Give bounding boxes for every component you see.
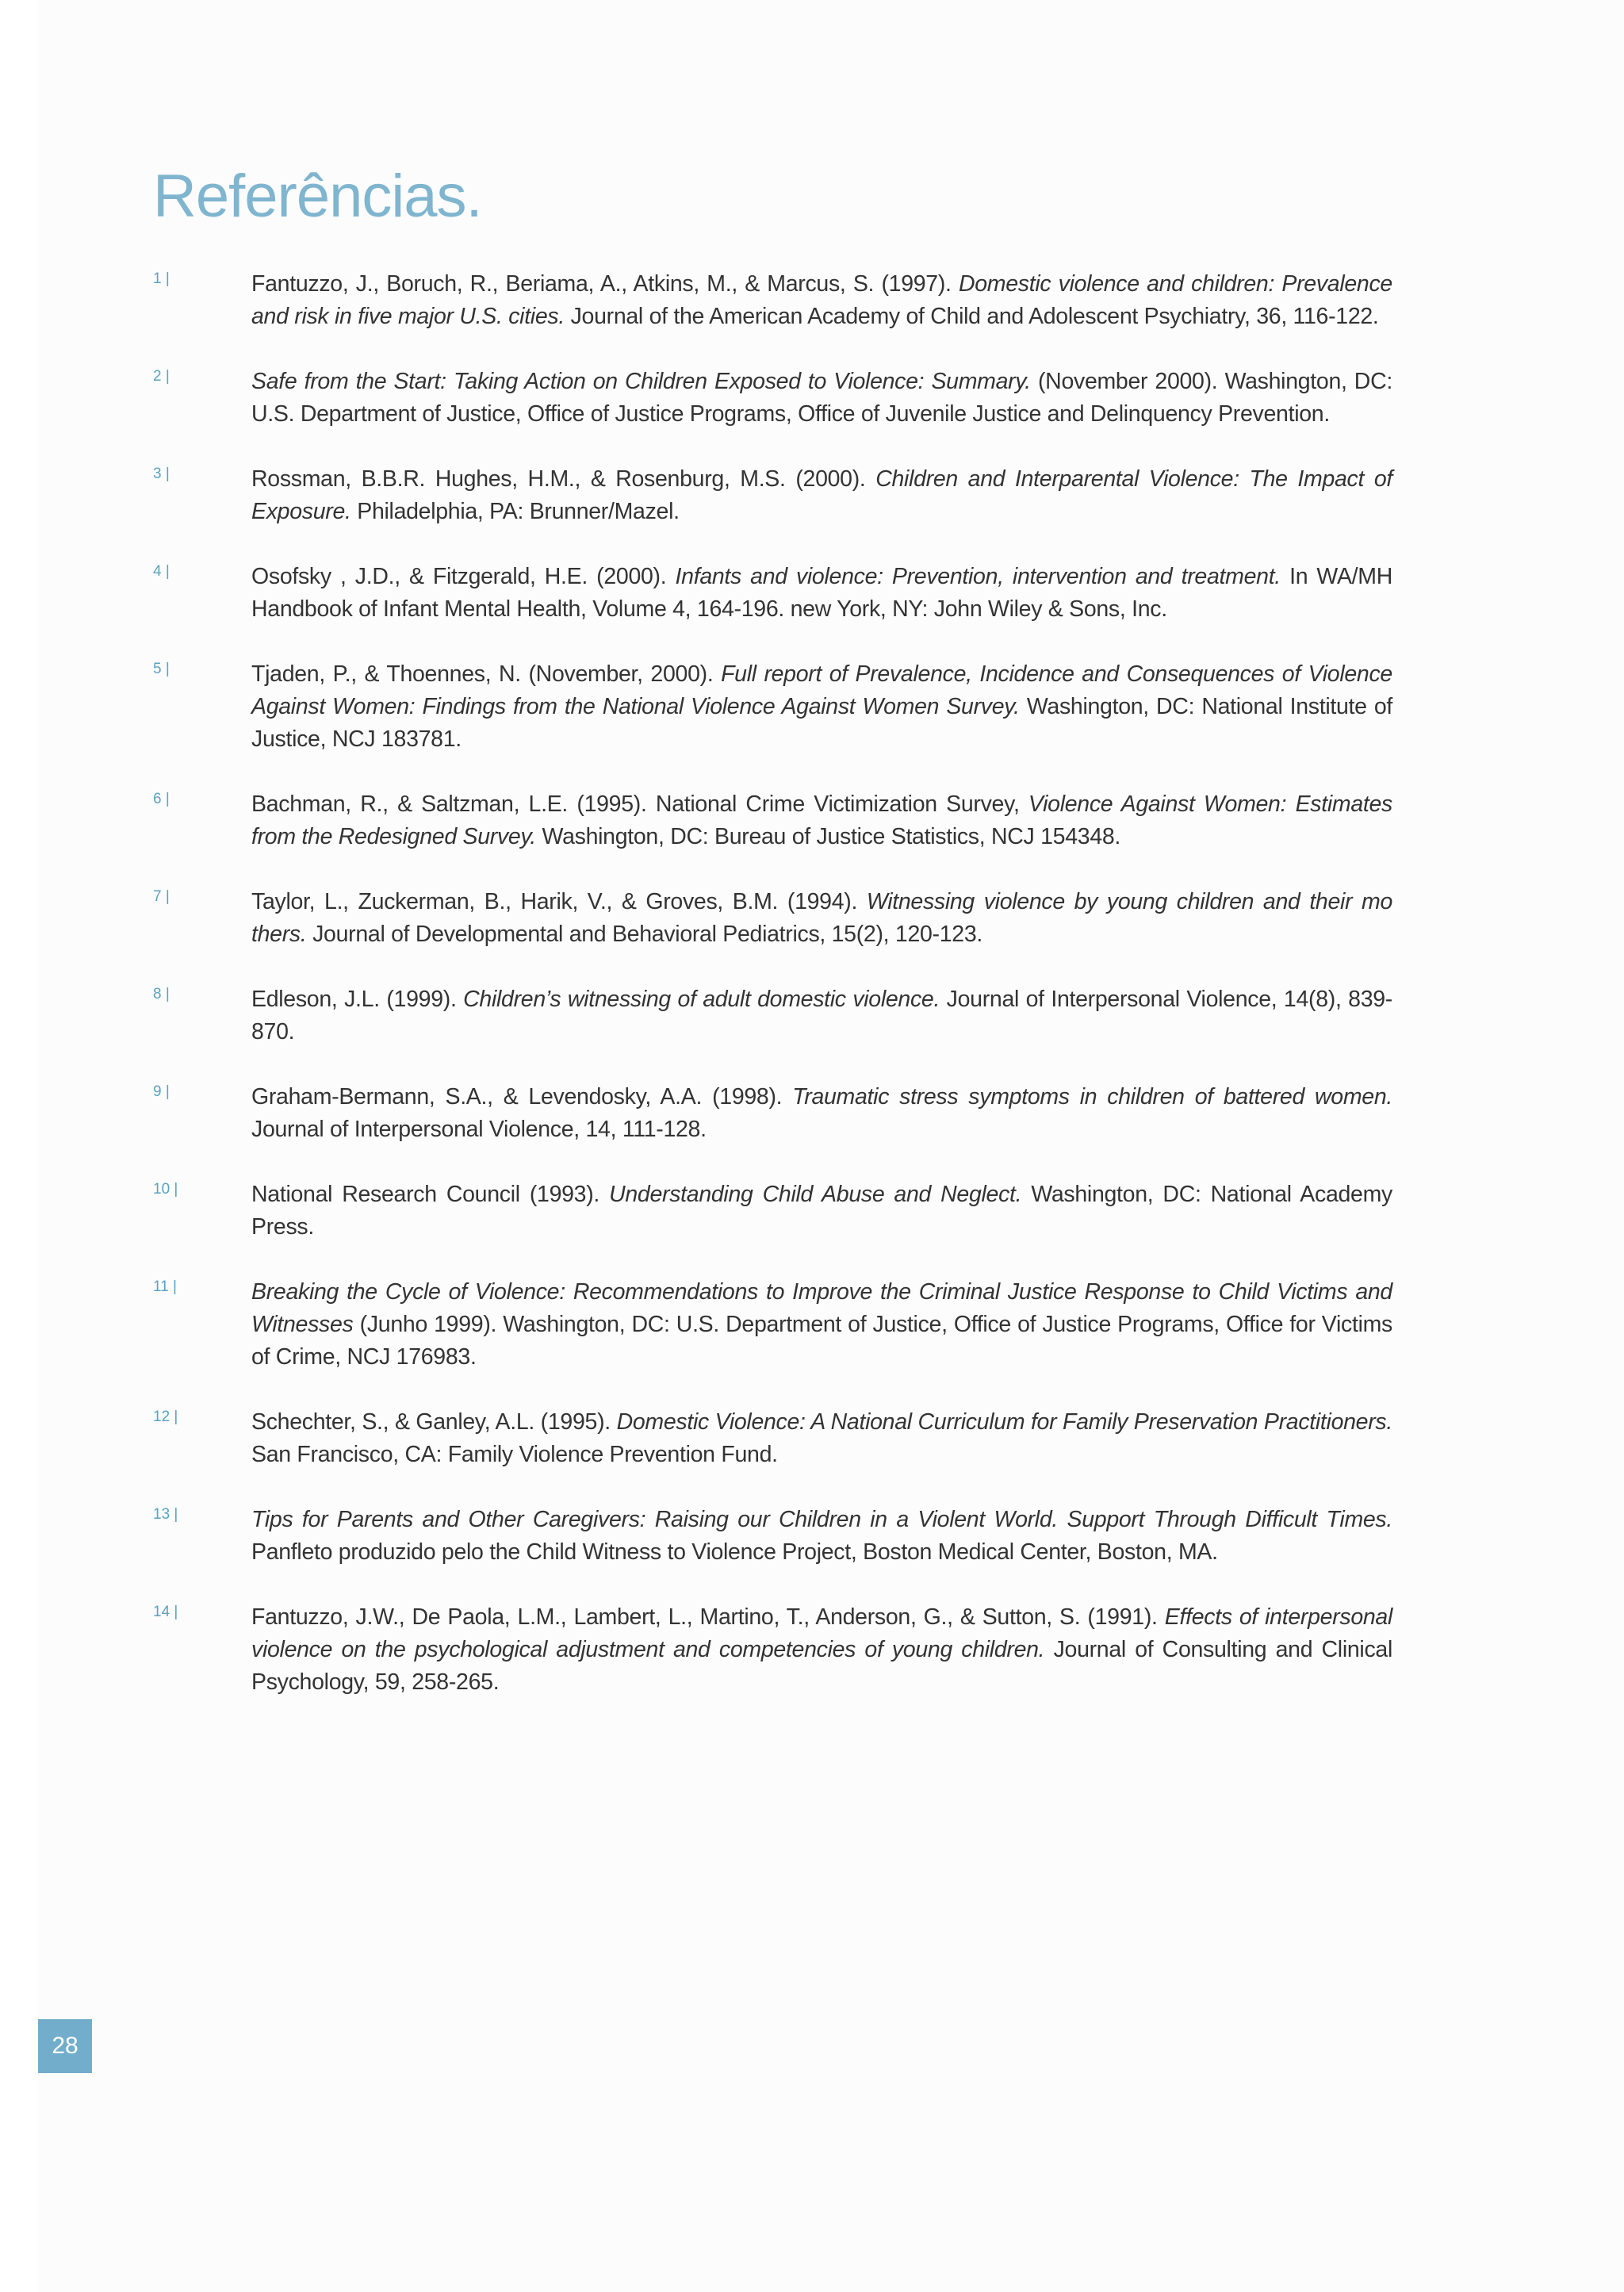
reference-fragment: National Research Council (1993). [251, 1182, 610, 1207]
reference-number: 1 | [153, 270, 170, 287]
reference-title: Witnessing violence by young children and their mo thers. [251, 889, 1392, 947]
reference-fragment: Washington, DC: National Academy Press. [251, 1182, 1392, 1240]
reference-number: 10 | [153, 1181, 178, 1198]
reference-fragment: Washington, DC: National Institute of Justice, NCJ 183781. [251, 694, 1392, 752]
reference-text [251, 268, 1392, 333]
reference-title: Safe from the Start: Taking Action on Children Exposed to Violence: Summary. [251, 369, 1031, 394]
reference-item [153, 366, 1392, 431]
reference-fragment: Journal of Consulting and Clinical Psychology, 59, 258-265. [251, 1637, 1392, 1695]
reference-title: Children’s witnessing of adult domestic violence. [463, 987, 940, 1012]
reference-text [251, 366, 1392, 431]
reference-number: 14 | [153, 1604, 178, 1620]
reference-title: Breaking the Cycle of Violence: Recommendations to Improve the Criminal Justice Response to Child Victims and Witnesses [251, 1279, 1392, 1337]
reference-text [251, 1504, 1392, 1569]
reference-text [251, 1081, 1392, 1146]
reference-text [251, 658, 1392, 756]
reference-fragment: Edleson, J.L. (1999). [251, 987, 464, 1012]
reference-fragment: San Francisco, CA: Family Violence Prevention Fund. [251, 1442, 778, 1467]
reference-list [153, 268, 1392, 1731]
reference-item [153, 658, 1392, 756]
reference-item [153, 561, 1392, 626]
reference-fragment: Tjaden, P., & Thoennes, N. (November, 2000). [251, 661, 722, 687]
reference-fragment: Washington, DC: Bureau of Justice Statistics, NCJ 154348. [535, 824, 1121, 849]
reference-fragment: Philadelphia, PA: Brunner/Mazel. [350, 499, 680, 524]
reference-number: 4 | [153, 563, 170, 580]
reference-item [153, 1179, 1392, 1244]
reference-title: Effects of interpersonal violence on the psychological adjustment and competencies of young children. [251, 1604, 1392, 1662]
reference-title: Violence Against Women: Estimates from the Redesigned Survey. [251, 791, 1392, 849]
reference-text [251, 561, 1392, 626]
reference-text [251, 463, 1392, 528]
reference-fragment: (Junho 1999). Washington, DC: U.S. Department of Justice, Office of Justice Programs, Office for Victims of Crime, NCJ 176983. [251, 1312, 1392, 1370]
reference-text [251, 983, 1392, 1048]
reference-number: 9 | [153, 1083, 170, 1100]
reference-item [153, 788, 1392, 853]
reference-title: Understanding Child Abuse and Neglect. [609, 1182, 1022, 1207]
reference-title: Domestic violence and children: Prevalence and risk in five major U.S. cities. [251, 271, 1392, 329]
reference-number: 6 | [153, 791, 170, 807]
reference-title: Traumatic stress symptoms in children of battered women. [792, 1084, 1392, 1110]
reference-text [251, 788, 1392, 853]
reference-fragment: Taylor, L., Zuckerman, B., Harik, V., & Groves, B.M. (1994). [251, 889, 867, 914]
reference-text [251, 1406, 1392, 1471]
reference-fragment: In WA/MH Handbook of Infant Mental Health, Volume 4, 164-196. new York, NY: John Wiley & Sons, Inc. [251, 564, 1393, 622]
reference-title: Infants and violence: Prevention, intervention and treatment. [675, 564, 1281, 589]
reference-text [251, 1601, 1392, 1699]
reference-number: 12 | [153, 1409, 178, 1425]
reference-fragment: Journal of Developmental and Behavioral Pediatrics, 15(2), 120-123. [306, 922, 983, 947]
reference-item [153, 1081, 1392, 1146]
reference-fragment: Fantuzzo, J.W., De Paola, L.M., Lambert, L., Martino, T., Anderson, G., & Sutton, S. (1991). [251, 1604, 1165, 1630]
page-number: 28 [38, 2019, 92, 2073]
reference-number: 8 | [153, 986, 170, 1002]
reference-title: Tips for Parents and Other Caregivers: Raising our Children in a Violent World. Support Through Difficult Times. [251, 1507, 1392, 1532]
reference-item [153, 1406, 1392, 1471]
reference-fragment: Schechter, S., & Ganley, A.L. (1995). [251, 1409, 617, 1435]
reference-fragment: Fantuzzo, J., Boruch, R., Beriama, A., Atkins, M., & Marcus, S. (1997). [251, 271, 959, 297]
reference-text [251, 886, 1392, 951]
reference-fragment: Journal of Interpersonal Violence, 14(8), 839-870. [251, 987, 1392, 1044]
reference-item [153, 1504, 1392, 1569]
reference-item [153, 983, 1392, 1048]
reference-number: 5 | [153, 661, 170, 677]
reference-number: 3 | [153, 466, 170, 482]
reference-number: 2 | [153, 368, 170, 385]
reference-text [251, 1179, 1392, 1244]
reference-title: Full report of Prevalence, Incidence and Consequences of Violence Against Women: Findings from the National Violence Against Women Survey. [251, 661, 1392, 719]
reference-title: Children and Interparental Violence: The Impact of Exposure. [251, 466, 1392, 524]
reference-item [153, 1601, 1392, 1699]
reference-fragment: Journal of the American Academy of Child and Adolescent Psychiatry, 36, 116-122. [564, 304, 1379, 329]
reference-item [153, 268, 1392, 333]
reference-item [153, 463, 1392, 528]
reference-fragment: (November 2000). Washington, DC: U.S. Department of Justice, Office of Justice Programs, Office of Juvenile Justice and Delinquency Prevention. [251, 369, 1392, 427]
reference-number: 7 | [153, 888, 170, 905]
page-title: Referências. [153, 163, 482, 230]
reference-text [251, 1276, 1392, 1374]
reference-item [153, 1276, 1392, 1374]
reference-fragment: Osofsky , J.D., & Fitzgerald, H.E. (2000). [251, 564, 676, 589]
reference-fragment: Journal of Interpersonal Violence, 14, 111-128. [251, 1117, 707, 1142]
reference-fragment: Bachman, R., & Saltzman, L.E. (1995). National Crime Victimization Survey, [251, 791, 1028, 817]
reference-fragment: Panfleto produzido pelo the Child Witness to Violence Project, Boston Medical Center, Boston, MA. [251, 1539, 1218, 1565]
reference-title: Domestic Violence: A National Curriculum for Family Preservation Practitioners. [616, 1409, 1392, 1435]
reference-fragment: Graham-Bermann, S.A., & Levendosky, A.A. (1998). [251, 1084, 793, 1110]
reference-item [153, 886, 1392, 951]
reference-number: 11 | [153, 1278, 177, 1295]
reference-fragment: Rossman, B.B.R. Hughes, H.M., & Rosenburg, M.S. (2000). [251, 466, 876, 492]
reference-number: 13 | [153, 1506, 178, 1523]
